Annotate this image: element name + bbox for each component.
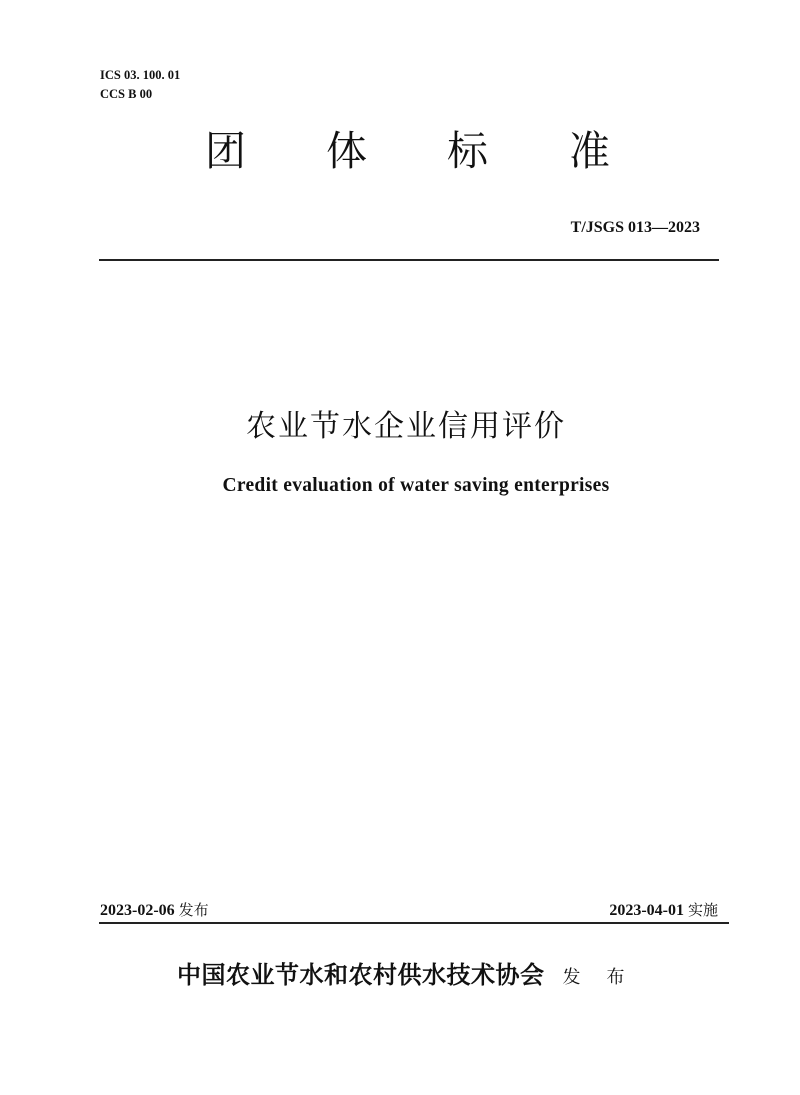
issue-date-block — [100, 899, 209, 920]
implementation-label: 实施 — [687, 901, 718, 919]
publisher-name: 中国农业节水和农村供水技术协会 — [177, 960, 545, 989]
issue-date: 2023-02-06 — [100, 902, 175, 919]
standard-type-char: 准 — [569, 127, 610, 175]
ccs-code: CCS B 00 — [100, 87, 153, 101]
footer-divider — [99, 922, 729, 924]
implementation-date-block — [609, 899, 718, 920]
standard-number: T/JSGS 013—2023 — [570, 219, 700, 236]
publisher-line — [177, 955, 625, 990]
standard-type-char: 标 — [447, 127, 488, 175]
standard-type-heading — [0, 126, 800, 176]
publisher-action-char: 发 — [562, 967, 581, 988]
publisher-action — [563, 967, 625, 988]
publisher-action-char: 布 — [606, 967, 625, 988]
standard-type-char: 团 — [205, 127, 246, 175]
issue-label: 发布 — [178, 901, 209, 919]
ics-code: ICS 03. 100. 01 — [100, 68, 181, 82]
implementation-date: 2023-04-01 — [609, 902, 684, 919]
standard-type-char: 体 — [326, 127, 367, 175]
header-divider — [99, 259, 719, 261]
classification-codes — [100, 66, 180, 104]
document-title-chinese: 农业节水企业信用评价 — [246, 409, 566, 444]
document-title-english: Credit evaluation of water saving enterprises — [222, 475, 610, 496]
